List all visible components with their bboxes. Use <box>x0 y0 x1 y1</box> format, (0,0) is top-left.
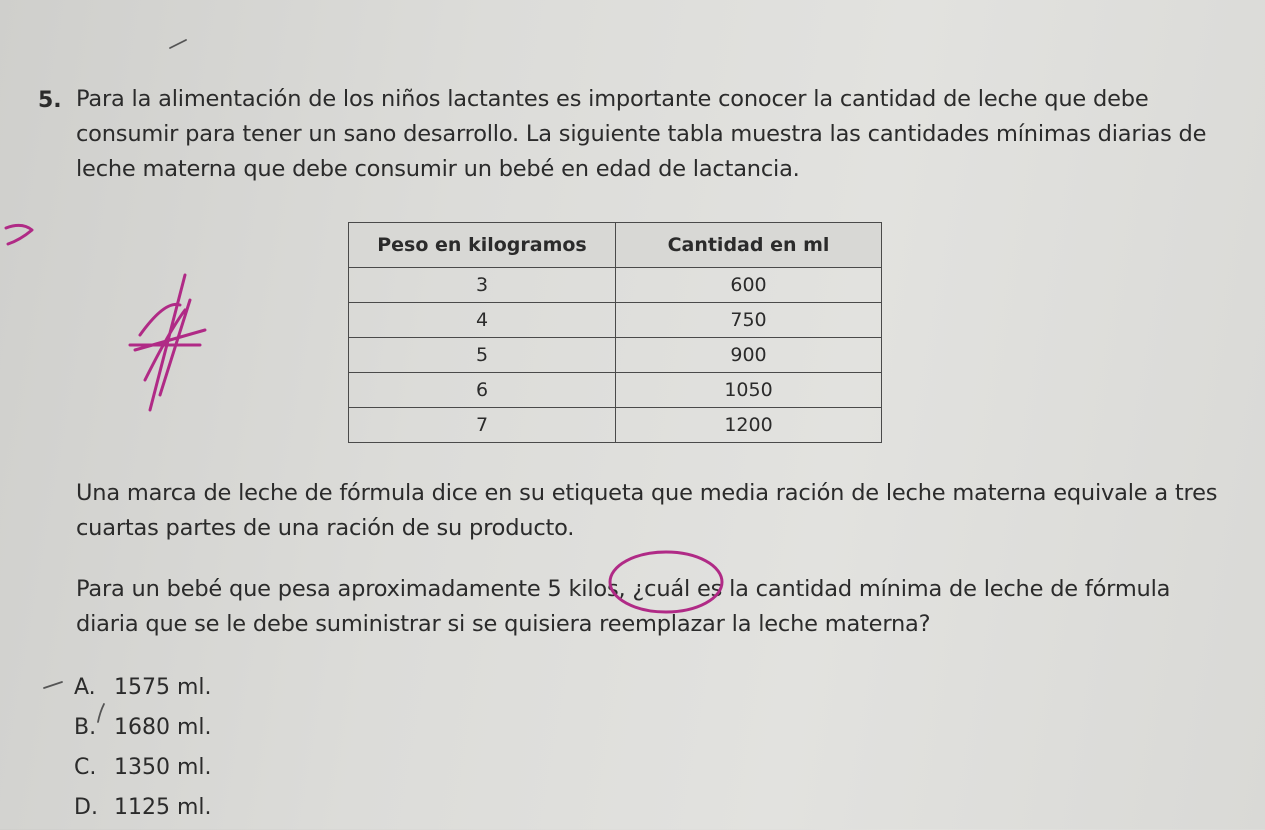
cell-amount: 1050 <box>616 373 882 408</box>
answer-options <box>74 670 212 830</box>
table-row <box>349 408 882 443</box>
cell-amount: 1200 <box>616 408 882 443</box>
cell-amount: 900 <box>616 338 882 373</box>
scribble-mark <box>130 275 205 410</box>
option-a[interactable] <box>74 670 212 710</box>
option-letter: C. <box>74 755 97 780</box>
option-text: 1680 ml. <box>114 715 212 740</box>
option-b[interactable] <box>74 710 212 750</box>
cell-amount: 750 <box>616 303 882 338</box>
cell-weight: 7 <box>349 408 616 443</box>
cell-weight: 4 <box>349 303 616 338</box>
pencil-dash-mark <box>44 682 62 688</box>
option-text: 1125 ml. <box>114 795 212 820</box>
pencil-tick-mark <box>170 40 186 48</box>
option-d[interactable] <box>74 790 212 830</box>
cell-weight: 3 <box>349 268 616 303</box>
option-c[interactable] <box>74 750 212 790</box>
cell-weight: 6 <box>349 373 616 408</box>
option-text: 1575 ml. <box>114 675 212 700</box>
cell-amount: 600 <box>616 268 882 303</box>
header-weight: Peso en kilogramos <box>349 223 616 268</box>
table-row <box>349 338 882 373</box>
option-letter: B. <box>74 715 97 740</box>
cell-weight: 5 <box>349 338 616 373</box>
question-statement: Una marca de leche de fórmula dice en su etiqueta que media ración de leche materna equivale a tres cuartas partes de una ración de su producto. <box>76 480 1218 541</box>
table-row <box>349 268 882 303</box>
milk-table <box>348 222 882 443</box>
option-text: 1350 ml. <box>114 755 212 780</box>
option-letter: D. <box>74 795 98 820</box>
header-amount: Cantidad en ml <box>616 223 882 268</box>
option-letter: A. <box>74 675 96 700</box>
table-row <box>349 303 882 338</box>
corner-mark <box>6 225 32 244</box>
table-row <box>349 373 882 408</box>
question-number: 5. <box>38 88 62 113</box>
question-prompt: Para un bebé que pesa aproximadamente 5 kilos, ¿cuál es la cantidad mínima de leche de fórmula diaria que se le debe suministrar si se quisiera reemplazar la leche materna? <box>76 576 1171 637</box>
table-header-row <box>349 223 882 268</box>
question-intro: Para la alimentación de los niños lactantes es importante conocer la cantidad de leche que debe consumir para tener un sano desarrollo. La siguiente tabla muestra las cantidades mínimas diarias de leche materna que debe consumir un bebé en edad de lactancia. <box>76 86 1207 182</box>
